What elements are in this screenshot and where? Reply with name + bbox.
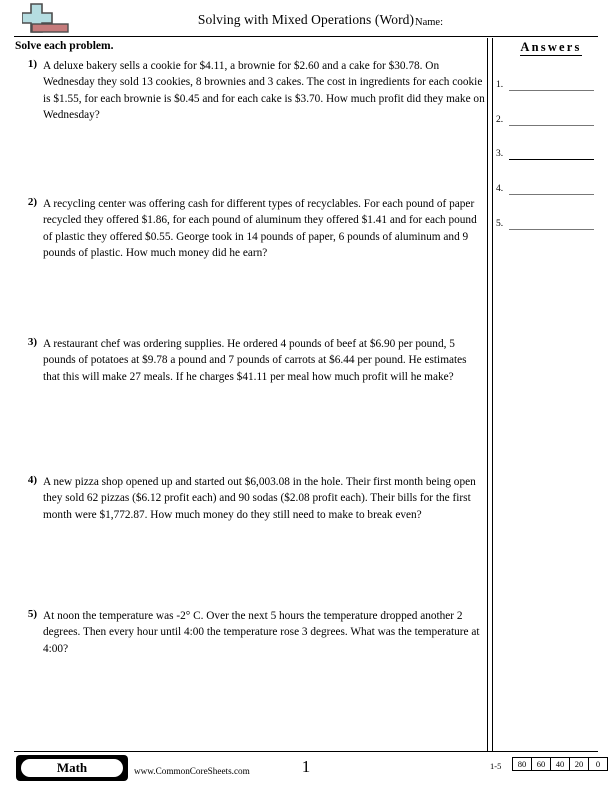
answer-write-line[interactable] bbox=[509, 229, 594, 230]
name-field-label: Name: bbox=[415, 17, 443, 28]
score-range-label: 1-5 bbox=[490, 761, 502, 771]
problem-number: 2) bbox=[27, 196, 37, 208]
answers-heading bbox=[496, 40, 606, 55]
answer-number-label: 2. bbox=[496, 115, 504, 125]
problem-item-2 bbox=[15, 196, 485, 336]
problem-number: 4) bbox=[27, 474, 37, 486]
answer-number-label: 4. bbox=[496, 184, 504, 194]
answer-blank-1[interactable] bbox=[496, 79, 596, 93]
problem-text: A new pizza shop opened up and started out $6,003.08 in the hole. Their first month being open they sold 62 pizzas ($6.12 profit each) and 90 sodas ($2.08 profit each). Their bills for the first month were $1,772.87. How much money do they still need to make to break even? bbox=[43, 476, 476, 521]
answer-write-line[interactable] bbox=[509, 125, 594, 126]
problem-text: At noon the temperature was -2° C. Over the next 5 hours the temperature dropped another 2 degrees. Then every hour until 4:00 the temperature rose 3 degrees. What was the temperature at 4:00? bbox=[43, 610, 480, 655]
answer-write-line[interactable] bbox=[509, 90, 594, 91]
site-url: www.CommonCoreSheets.com bbox=[134, 766, 250, 776]
table-row bbox=[513, 758, 608, 771]
page-title: Solving with Mixed Operations (Word) bbox=[197, 12, 415, 27]
answers-heading-label: Answers bbox=[520, 40, 582, 54]
problems-list bbox=[15, 58, 485, 678]
problem-text: A restaurant chef was ordering supplies. He ordered 4 pounds of beef at $6.90 per pound, 5 pounds of potatoes at $9.78 a pound and 7 pounds of carrots at $6.44 per pound. He estimates that this will make 27 meals. If he charges $41.11 per meal how much profit will he make? bbox=[43, 338, 467, 383]
answer-blank-2[interactable] bbox=[496, 114, 596, 128]
instructions-text: Solve each problem. bbox=[15, 40, 114, 52]
page-header bbox=[0, 0, 612, 38]
problem-item-4 bbox=[15, 474, 485, 608]
problem-number: 3) bbox=[27, 336, 37, 348]
subject-badge-label: Math bbox=[21, 759, 123, 777]
problem-number: 5) bbox=[27, 608, 37, 620]
answer-number-label: 3. bbox=[496, 149, 504, 159]
column-divider-left bbox=[487, 38, 488, 751]
answer-blank-4[interactable] bbox=[496, 183, 596, 197]
score-cell: 80 bbox=[513, 758, 532, 771]
problem-item-3 bbox=[15, 336, 485, 474]
page-number: 1 bbox=[301, 757, 311, 776]
problem-item-1 bbox=[15, 58, 485, 196]
score-cell: 20 bbox=[570, 758, 589, 771]
score-cell: 40 bbox=[551, 758, 570, 771]
header-divider bbox=[14, 36, 598, 37]
scoring-table bbox=[512, 757, 608, 771]
score-cell: 0 bbox=[589, 758, 608, 771]
column-divider-right bbox=[492, 38, 493, 751]
problem-text: A deluxe bakery sells a cookie for $4.11, a brownie for $2.60 and a cake for $30.78. On Wednesday they sold 13 cookies, 8 brownies and 3 cakes. The cost in ingredients for each cookie is $1.55, for each brownie is $0.45 and for each cake is $3.70. How much profit did they make on Wednesday? bbox=[43, 60, 485, 121]
problem-text: A recycling center was offering cash for different types of recyclables. For each pound of paper recycled they offered $1.86, for each pound of aluminum they offered $1.41 and for each pound of plastic they offered $0.55. George took in 14 pounds of paper, 6 pounds of aluminum and 9 pounds of plastic. How much money did he earn? bbox=[43, 198, 477, 259]
answer-number-label: 5. bbox=[496, 219, 504, 229]
answer-number-label: 1. bbox=[496, 80, 504, 90]
problem-item-5 bbox=[15, 608, 485, 678]
answer-write-line[interactable] bbox=[509, 159, 594, 160]
answer-write-line[interactable] bbox=[509, 194, 594, 195]
answer-blank-5[interactable] bbox=[496, 218, 596, 232]
answer-blank-3[interactable] bbox=[496, 148, 596, 162]
footer-divider bbox=[14, 751, 598, 752]
score-cell: 60 bbox=[532, 758, 551, 771]
problem-number: 1) bbox=[27, 58, 37, 70]
